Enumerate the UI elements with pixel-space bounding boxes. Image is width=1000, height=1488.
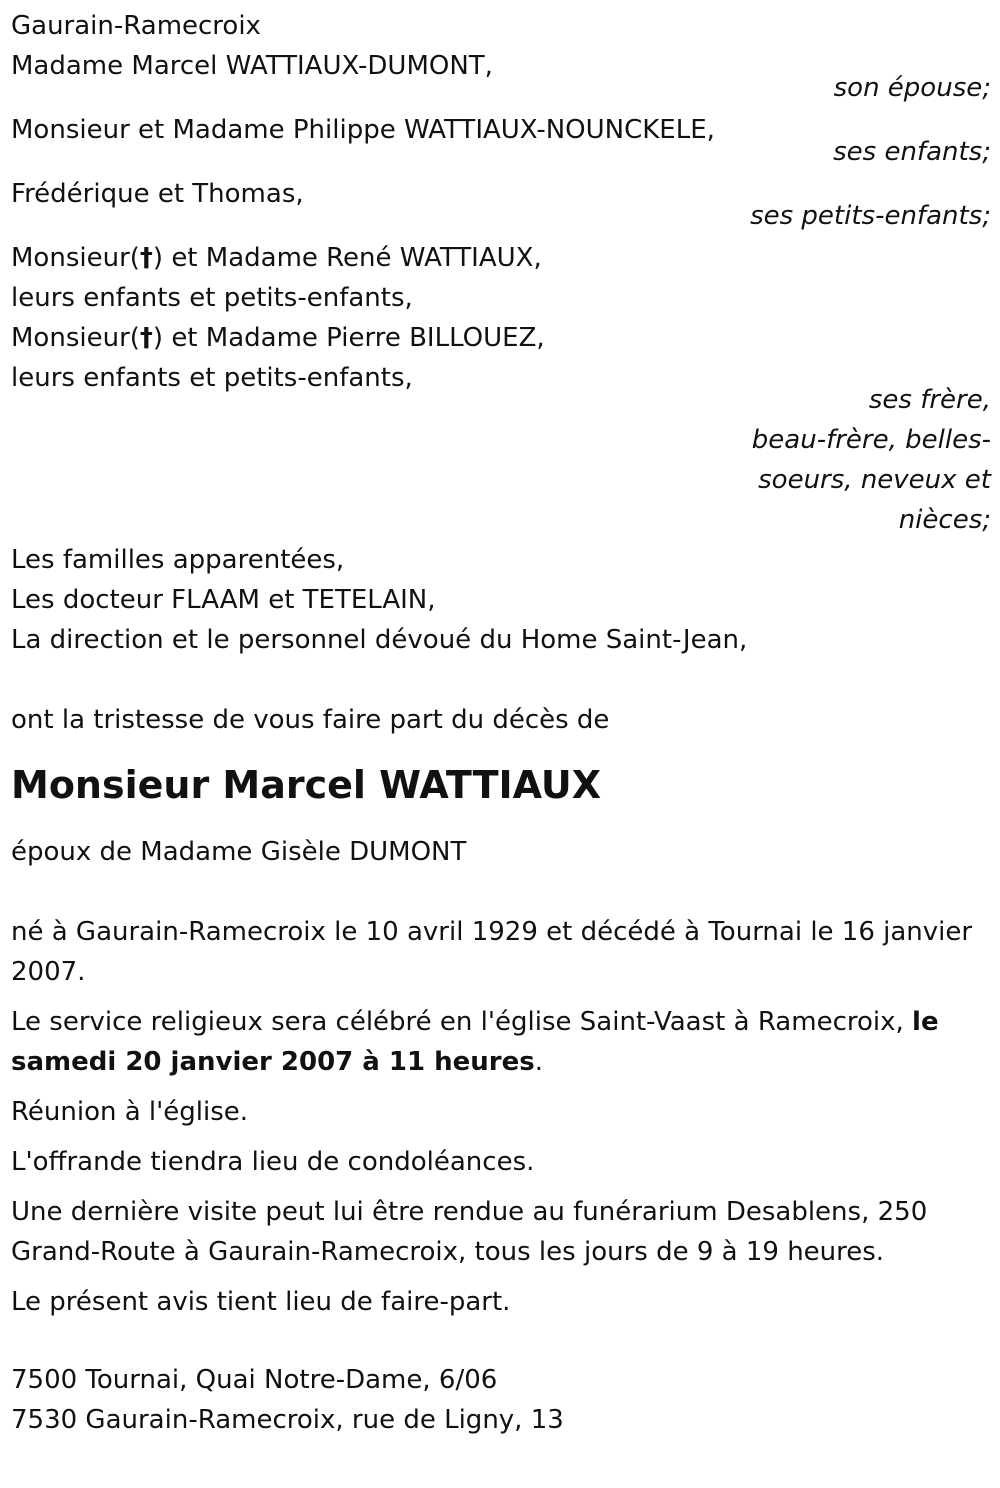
siblings-role-line: ses frère, bbox=[868, 385, 991, 415]
birth-death-line-1: né à Gaurain-Ramecroix le 10 avril 1929 et décédé à Tournai le 16 janvier bbox=[11, 917, 973, 947]
cross-icon: † bbox=[139, 323, 153, 353]
service-info bbox=[11, 1002, 991, 1082]
visit-info bbox=[11, 1192, 991, 1272]
town-heading: Gaurain-Ramecroix bbox=[11, 11, 261, 41]
service-end: . bbox=[534, 1047, 543, 1077]
cross-icon: † bbox=[139, 243, 153, 273]
service-date-start: le bbox=[912, 1007, 939, 1037]
sibling-2-line bbox=[11, 318, 991, 358]
address-line: 7500 Tournai, Quai Notre-Dame, 6/06 bbox=[11, 1365, 498, 1395]
sibling-1-prefix: Monsieur( bbox=[11, 243, 140, 273]
obituary-document bbox=[11, 6, 991, 1440]
service-text: Le service religieux sera célébré en l'église Saint-Vaast à Ramecroix, bbox=[11, 1007, 913, 1037]
children-role: ses enfants; bbox=[833, 137, 991, 167]
others-line: Les familles apparentées, bbox=[11, 545, 345, 575]
visit-line-2: Grand-Route à Gaurain-Ramecroix, tous les jours de 9 à 19 heures. bbox=[11, 1237, 885, 1267]
sibling-2-suffix: ) et Madame Pierre BILLOUEZ, bbox=[152, 323, 545, 353]
sibling-1-suffix: ) et Madame René WATTIAUX, bbox=[152, 243, 542, 273]
address-line: 7530 Gaurain-Ramecroix, rue de Ligny, 13 bbox=[11, 1405, 564, 1435]
grandchildren-role: ses petits-enfants; bbox=[750, 201, 991, 231]
siblings-role-line: beau-frère, belles- bbox=[751, 425, 991, 455]
sibling-2-prefix: Monsieur( bbox=[11, 323, 140, 353]
siblings-role-line: nièces; bbox=[898, 505, 991, 535]
siblings-role bbox=[11, 380, 991, 540]
spouse-of: époux de Madame Gisèle DUMONT bbox=[11, 837, 467, 867]
visit-line-1: Une dernière visite peut lui être rendue au funérarium Desablens, 250 bbox=[11, 1197, 928, 1227]
birth-death-info bbox=[11, 912, 991, 992]
announcement-intro: ont la tristesse de vous faire part du décès de bbox=[11, 705, 610, 735]
spouse-line: Madame Marcel WATTIAUX-DUMONT, bbox=[11, 51, 493, 81]
birth-death-line-2: 2007. bbox=[11, 957, 86, 987]
meeting-info: Réunion à l'église. bbox=[11, 1097, 249, 1127]
sibling-1-line bbox=[11, 238, 991, 278]
deceased-name: Monsieur Marcel WATTIAUX bbox=[11, 763, 602, 807]
notice-info: Le présent avis tient lieu de faire-part. bbox=[11, 1287, 511, 1317]
offering-info: L'offrande tiendra lieu de condoléances. bbox=[11, 1147, 535, 1177]
spouse-role: son épouse; bbox=[833, 73, 991, 103]
sibling-1-desc: leurs enfants et petits-enfants, bbox=[11, 283, 413, 313]
grandchildren-line: Frédérique et Thomas, bbox=[11, 179, 304, 209]
sibling-2-desc: leurs enfants et petits-enfants, bbox=[11, 363, 413, 393]
service-date: samedi 20 janvier 2007 à 11 heures bbox=[11, 1047, 535, 1077]
siblings-role-line: soeurs, neveux et bbox=[758, 465, 991, 495]
others-line: La direction et le personnel dévoué du Home Saint-Jean, bbox=[11, 625, 748, 655]
others-line: Les docteur FLAAM et TETELAIN, bbox=[11, 585, 436, 615]
children-line: Monsieur et Madame Philippe WATTIAUX-NOUNCKELE, bbox=[11, 115, 715, 145]
